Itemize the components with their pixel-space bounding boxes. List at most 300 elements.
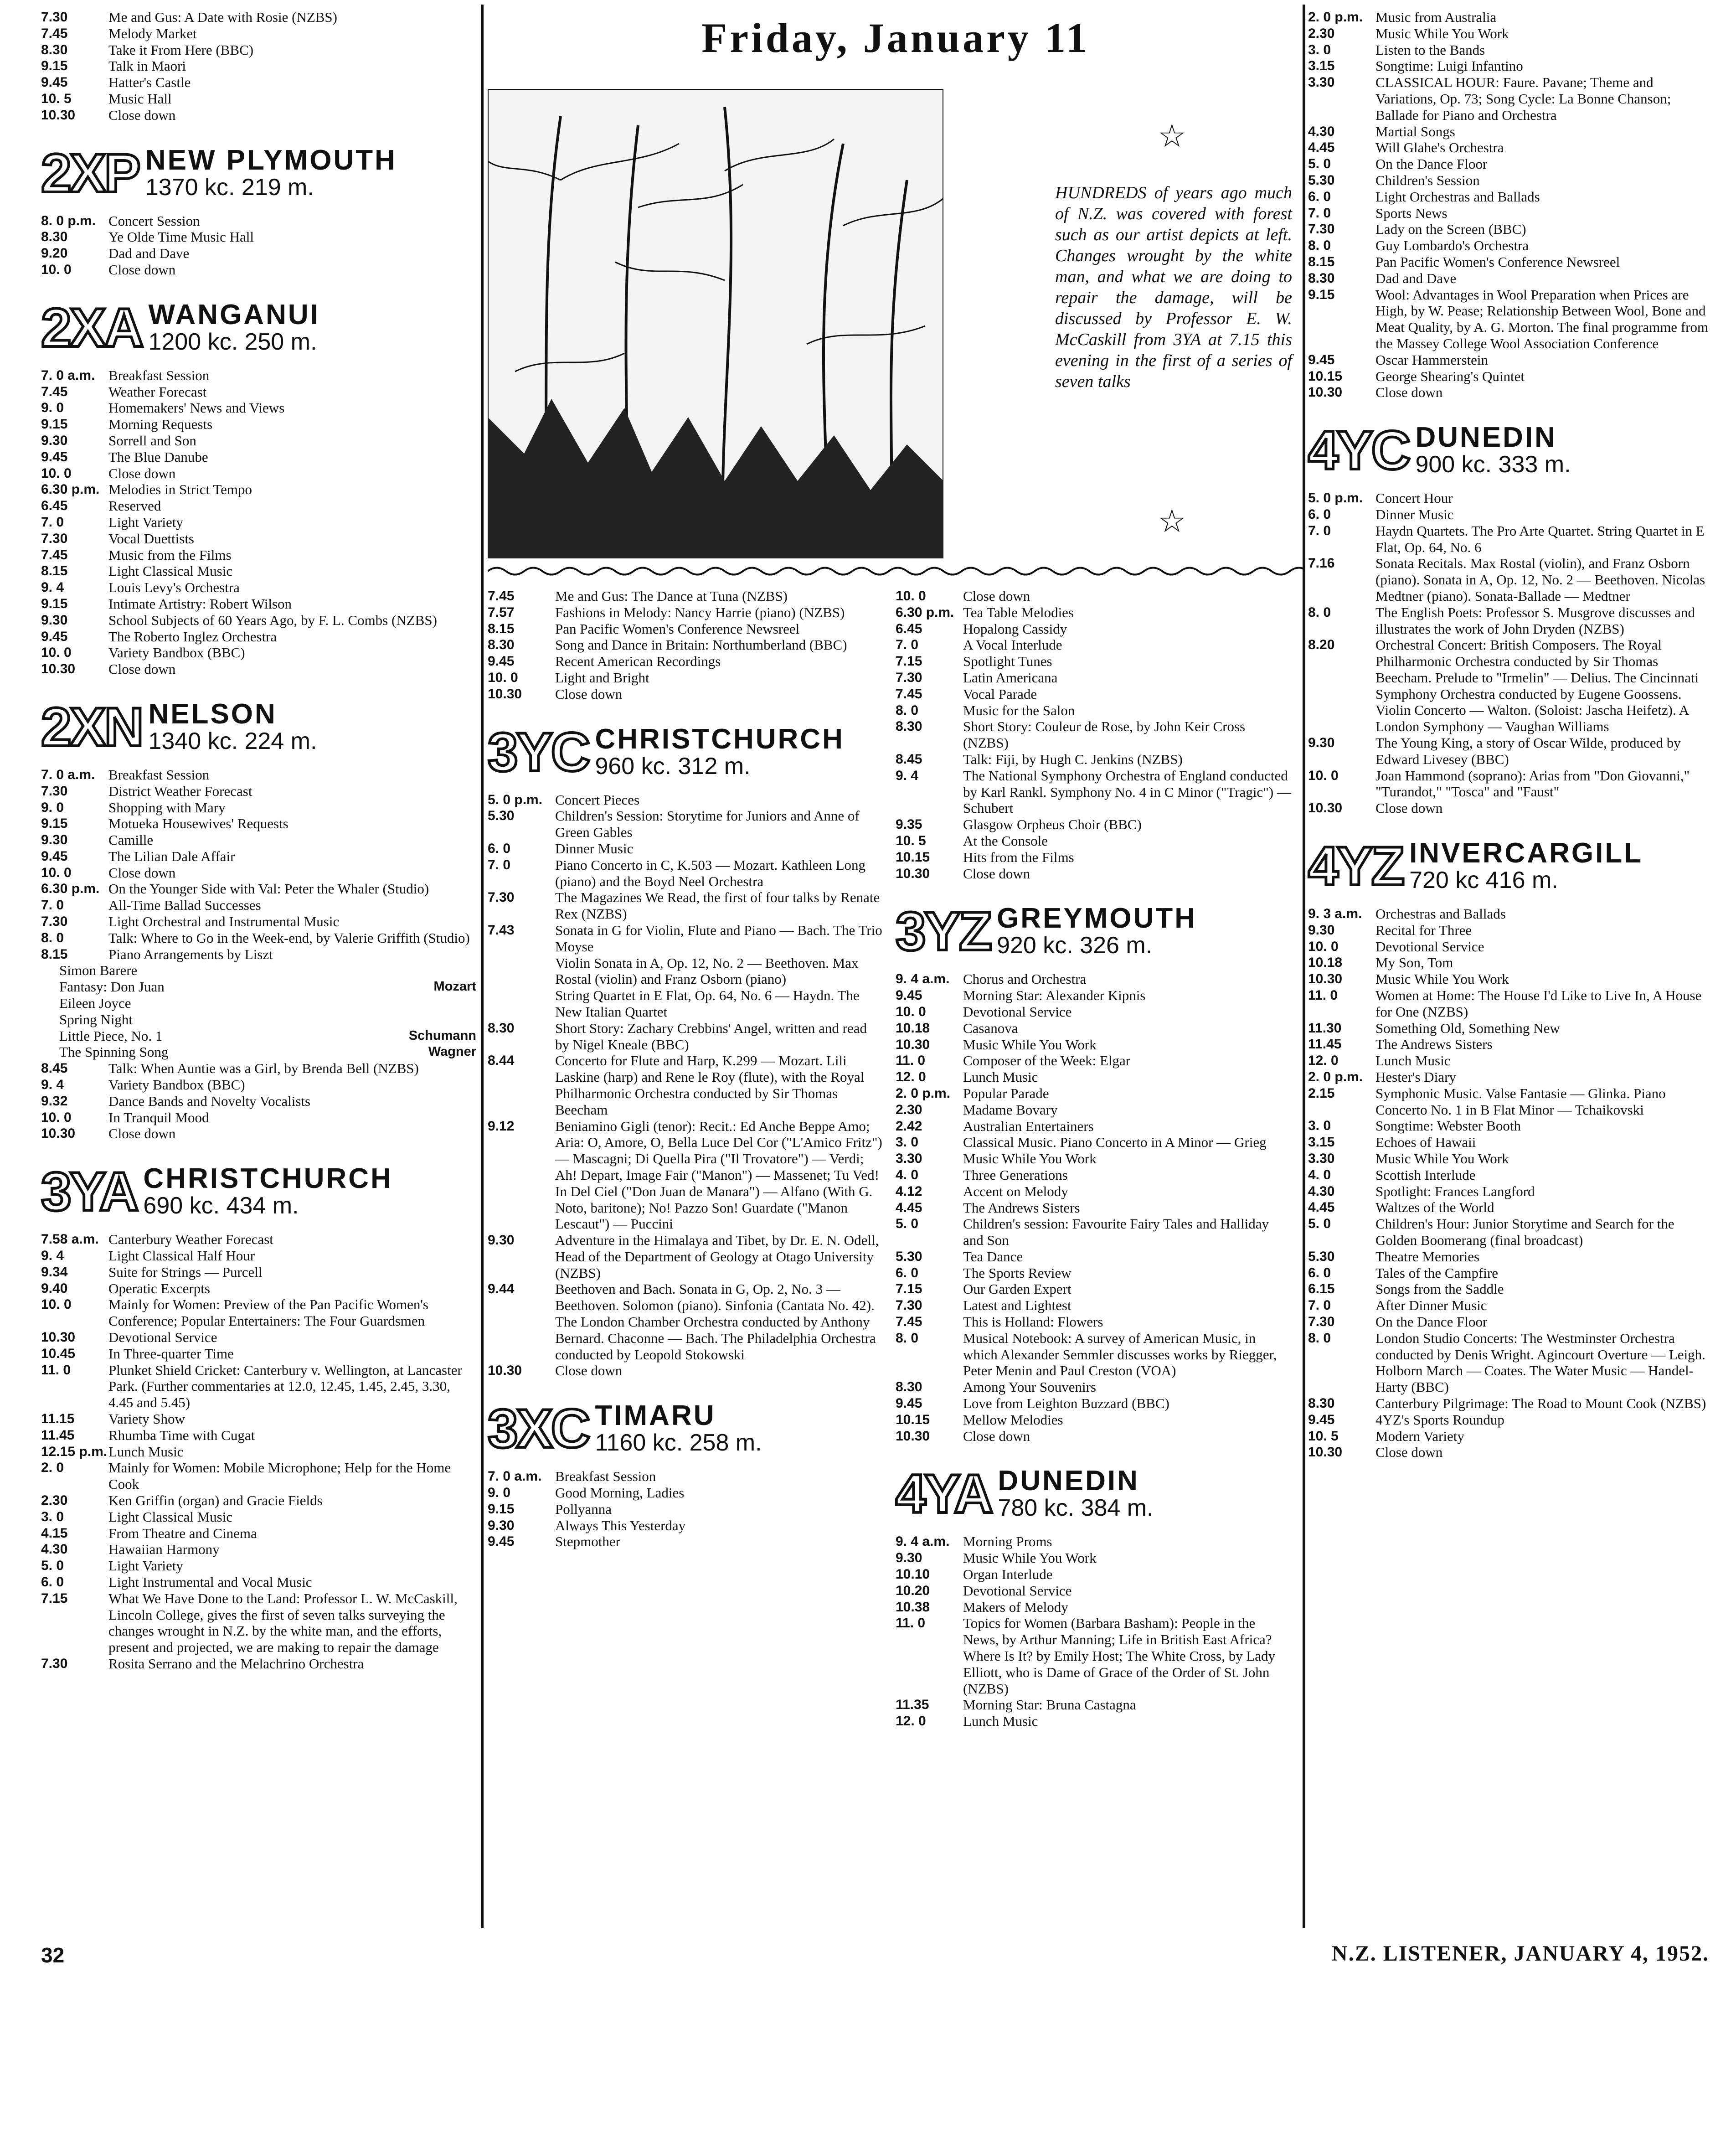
programme-title: Close down [108,107,176,123]
programme-time: 9.20 [41,246,68,261]
programme-time: 5.30 [896,1249,922,1264]
programme-time: 10.18 [1308,955,1343,970]
programme-title: Hawaiian Harmony [108,1541,220,1558]
programme-title: School Subjects of 60 Years Ago, by F. L. Combs (NZBS) [108,612,437,628]
station-header-4yz [1308,836,1709,897]
programme-time: 10.15 [1308,368,1343,384]
programme-time: 11. 0 [896,1053,926,1069]
programme-time: 7.30 [488,890,515,905]
programme-time: 3.15 [1308,1135,1335,1150]
programme-title: Light and Bright [555,669,649,686]
programme-title: Light Classical Music [108,563,233,579]
programme-entry [896,1069,1292,1085]
programme-time: 3.30 [896,1151,922,1167]
station-call-sign: 3YZ [896,901,991,962]
programme-entry [1308,9,1709,26]
programme-title: Music for the Salon [963,702,1075,718]
programme-title: Vocal Duettists [108,530,194,547]
programme-title: Concert Pieces [555,791,640,808]
programme-time: 6.30 p.m. [41,881,100,897]
programme-entry [1308,906,1709,922]
programme-entry [488,1518,884,1534]
programme-entry [896,1395,1292,1412]
programme-time: 8. 0 [896,1330,919,1346]
programme-entry [1308,189,1709,205]
station-header-3yc [488,721,884,783]
programme-time: 8.15 [41,946,68,962]
programme-time: 9.45 [41,629,68,644]
programme-title: The Andrews Sisters [1375,1036,1493,1053]
programme-time: 10.30 [896,1037,930,1052]
programme-time: 7.30 [41,1656,68,1671]
programme-time: 7.45 [41,547,68,563]
programme-item [41,1012,476,1028]
programme-entry [41,596,476,612]
column-center [488,9,1303,67]
programme-title: Glasgow Orpheus Choir (BBC) [963,816,1142,833]
programme-entry [1308,205,1709,222]
programme-title: In Tranquil Mood [108,1109,209,1125]
programme-entry [896,686,1292,702]
programme-entry [1308,1314,1709,1330]
entries-2xp [41,213,476,278]
programme-title: London Studio Concerts: The Westminster Orchestra conducted by Denis Wright. Agincourt Overture — Leigh. Holborn March — Coates. The Water Music — Handel-Harty (BBC) [1375,1330,1705,1395]
programme-time: 10.30 [41,1126,76,1141]
programme-title: Hopalong Cassidy [963,620,1067,637]
station-call-sign: 4YA [896,1463,992,1525]
programme-title: Music While You Work [1375,1151,1509,1167]
programme-entry [41,9,476,26]
programme-time: 10.30 [41,661,76,677]
programme-entry [41,416,476,433]
programme-time: 9. 4 [41,1248,64,1264]
programme-entry [896,1281,1292,1297]
programme-entry [896,1200,1292,1216]
station-header-2xp [41,142,476,204]
programme-entry [1308,939,1709,955]
programme-title: Lunch Music [963,1069,1038,1085]
programme-title: In Three-quarter Time [108,1345,234,1362]
programme-time: 7.30 [1308,222,1335,237]
programme-entry [488,1281,884,1363]
programme-title: Children's session: Favourite Fairy Tales and Halliday and Son [963,1216,1269,1249]
programme-title: Our Garden Expert [963,1281,1071,1297]
programme-title: Joan Hammond (soprano): Arias from "Don Giovanni," "Turandot," "Tosca" and "Faust" [1375,767,1690,800]
programme-entry [896,816,1292,833]
programme-item [41,995,476,1012]
programme-entry [1308,352,1709,368]
programme-entry [896,971,1292,987]
programme-entry [896,1412,1292,1428]
programme-time: 7.30 [896,670,922,685]
programme-time: 4.30 [1308,124,1335,139]
programme-title: Modern Variety [1375,1428,1464,1444]
station-frequency: 1160 kc. 258 m. [595,1430,762,1456]
programme-entry [896,1265,1292,1281]
programme-time: 4. 0 [1308,1167,1331,1182]
programme-time: 9. 4 a.m. [896,1534,950,1549]
programme-title: Close down [1375,384,1443,401]
programme-title: 4YZ's Sports Roundup [1375,1411,1504,1428]
programme-title: Light Orchestras and Ballads [1375,188,1540,205]
column-rule [481,5,484,1928]
programme-time: 9.12 [488,1118,515,1134]
programme-entry [41,1077,476,1093]
programme-entry [1308,1249,1709,1265]
programme-entry [896,621,1292,637]
programme-entry [896,1379,1292,1395]
illustration-caption: HUNDREDS of years ago much of N.Z. was covered with forest such as our artist depicts at left. Changes wrought by the white man, and what we are doing to repair the damage, will be discussed by Professor E. W. McCaskill from 3YA at 7.15 this evening in the first of a series of seven talks [1055,183,1292,391]
programme-time: 7. 0 [1308,523,1331,538]
programme-title: Music While You Work [1375,25,1509,41]
programme-title: Devotional Service [963,1582,1072,1599]
programme-title: Close down [963,588,1030,604]
programme-entry [41,661,476,677]
programme-title: Melody Market [108,25,197,41]
programme-time: 3. 0 [41,1509,64,1524]
station-header-4ya [896,1463,1292,1525]
programme-title: Good Morning, Ladies [555,1485,685,1501]
programme-title: Tea Table Melodies [963,604,1074,620]
programme-time: 9. 0 [41,800,64,815]
programme-time: 10. 5 [1308,1428,1339,1444]
programme-entry [41,481,476,498]
programme-entry [41,1460,476,1492]
programme-entry [896,1004,1292,1020]
programme-time: 9.15 [41,417,68,432]
programme-title: Something Old, Something New [1375,1020,1560,1036]
programme-title: Rhumba Time with Cugat [108,1427,255,1443]
entries-3yc [488,792,884,1379]
programme-title: The National Symphony Orchestra of England conducted by Karl Rankl. Symphony No. 4 in C Minor ("Tragic") — Schubert [963,767,1291,816]
programme-entry [896,1249,1292,1265]
programme-entry [41,1329,476,1346]
programme-entry [41,612,476,629]
programme-title: Morning Requests [108,416,213,433]
programme-time: 2.42 [896,1118,922,1134]
programme-title: Reserved [108,498,161,514]
programme-time: 5. 0 [41,1558,64,1574]
programme-time: 7.45 [41,26,68,41]
programme-time: 2.30 [896,1102,922,1117]
programme-time: 7. 0 [41,898,64,913]
programme-entry [896,1216,1292,1249]
programme-title: Light Instrumental and Vocal Music [108,1574,312,1590]
programme-title: Latest and Lightest [963,1297,1071,1314]
programme-item [41,979,476,995]
programme-entry [896,1118,1292,1135]
programme-time: 9.32 [41,1093,68,1109]
station-call-sign: 2XN [41,696,142,758]
programme-title: Motueka Housewives' Requests [108,816,288,832]
programme-time: 8. 0 [1308,238,1331,253]
entries-4ya [896,1533,1292,1729]
programme-entry [896,1697,1292,1713]
programme-entry [41,1060,476,1077]
programme-time: 10.30 [41,1330,76,1345]
station-header-3ya [41,1161,476,1223]
programme-entry [488,987,884,1020]
programme-time: 4.30 [1308,1183,1335,1199]
station-call-sign: 3YC [488,721,589,783]
programme-time: 10. 0 [41,1297,72,1312]
programme-title: After Dinner Music [1375,1297,1487,1314]
programme-entry [1308,735,1709,768]
programme-time: 10.15 [896,1412,930,1427]
programme-entry [41,26,476,42]
programme-title: George Shearing's Quintet [1375,368,1525,384]
station-frequency: 960 kc. 312 m. [595,753,751,779]
programme-title: Hits from the Films [963,849,1074,865]
programme-entry [488,670,884,686]
programme-title: Intimate Artistry: Robert Wilson [108,595,292,612]
programme-time: 7. 0 [1308,1298,1331,1313]
programme-time: 6.30 p.m. [41,482,100,497]
programme-entry [488,955,884,988]
programme-entry [1308,270,1709,287]
entries-2xn [41,767,476,963]
programme-entry [41,1509,476,1525]
programme-title: Close down [108,261,176,278]
programme-title: Songs from the Saddle [1375,1281,1504,1297]
programme-entry [488,588,884,604]
programme-time: 9.15 [488,1501,515,1517]
programme-entry [41,1125,476,1142]
programme-time: 6. 0 [488,841,511,856]
programme-time: 9.15 [41,816,68,831]
programme-time: 6. 0 [896,1265,919,1280]
programme-time: 6.45 [41,498,68,514]
programme-time: 2. 0 p.m. [1308,1069,1363,1085]
station-city: DUNEDIN [998,1465,1139,1497]
programme-entry [1308,1085,1709,1118]
programme-entry [488,1232,884,1281]
programme-entry [41,514,476,531]
station-frequency: 780 kc. 384 m. [998,1495,1154,1522]
programme-title: Makers of Melody [963,1599,1068,1615]
programme-time: 4. 0 [896,1167,919,1182]
programme-title: Tea Dance [963,1248,1023,1265]
programme-time: 11.30 [1308,1020,1342,1036]
programme-title: Vocal Parade [963,686,1037,702]
programme-title: Close down [555,1363,623,1379]
programme-time: 12. 0 [896,1714,926,1729]
programme-title: Always This Yesterday [555,1517,686,1533]
programme-title: Light Orchestral and Instrumental Music [108,914,340,930]
programme-entry [896,718,1292,751]
programme-time: 4.45 [1308,140,1335,155]
programme-time: 5. 0 p.m. [488,792,543,807]
station-city: DUNEDIN [1415,422,1557,454]
programme-entry [1308,1395,1709,1412]
programme-time: 9.34 [41,1264,68,1280]
programme-time: 6. 0 [41,1574,64,1590]
programme-entry [41,1231,476,1248]
programme-entry [1308,58,1709,74]
programme-entry [41,213,476,229]
programme-time: 9.44 [488,1281,515,1297]
programme-entry [896,1330,1292,1379]
programme-title: The Blue Danube [108,449,208,465]
programme-title: Dinner Music [555,840,634,857]
programme-title: Weather Forecast [108,383,207,400]
programme-entry [41,384,476,400]
programme-entry [41,465,476,482]
programme-entry [41,865,476,881]
programme-title: Me and Gus: The Dance at Tuna (NZBS) [555,588,788,604]
programme-title: Dad and Dave [108,245,190,262]
programme-title: Guy Lombardo's Orchestra [1375,237,1529,254]
programme-entry [41,1444,476,1460]
programme-title: Piano Concerto in C, K.503 — Mozart. Kathleen Long (piano) and the Boyd Neel Orchestra [555,857,866,889]
programme-time: 8.30 [1308,1395,1335,1411]
programme-time: 8.30 [896,1379,922,1395]
programme-time: 8.15 [41,563,68,579]
programme-entry [41,1346,476,1362]
station-header-4yc [1308,420,1709,481]
station-city: INVERCARGILL [1409,837,1643,869]
programme-title: Morning Star: Alexander Kipnis [963,987,1146,1004]
programme-title: Close down [963,865,1030,882]
programme-time: 8.30 [488,637,515,653]
programme-title: My Son, Tom [1375,955,1453,971]
programme-time: 7.30 [41,531,68,546]
programme-title: What We Have Done to the Land: Professor L. W. McCaskill, Lincoln College, gives the first of seven talks surveying the changes wrought in N.Z. by the white man, and the efforts, present and projected, we are making to repair the damage [108,1590,458,1656]
programme-entry [1308,156,1709,172]
programme-entry [1308,1134,1709,1151]
programme-entry [41,1411,476,1427]
programme-title: Operatic Excerpts [108,1280,210,1296]
programme-time: 7.30 [1308,1314,1335,1329]
programme-entry [896,849,1292,866]
programme-time: 10.18 [896,1020,930,1036]
programme-entry [1308,1330,1709,1395]
programme-entry [896,1428,1292,1445]
programme-time: 10. 0 [896,588,926,604]
programme-entry [41,1110,476,1126]
programme-title: District Weather Forecast [108,783,252,799]
programme-title: Martial Songs [1375,123,1455,139]
programme-time: 5. 0 p.m. [1308,490,1363,506]
programme-entry [41,848,476,865]
programme-time: 5.30 [1308,1249,1335,1264]
programme-time: 9.45 [41,449,68,465]
station-city: CHRISTCHURCH [143,1163,393,1195]
programme-entry [488,686,884,702]
programme-entry [896,1151,1292,1167]
programme-time: 7. 0 [1308,205,1331,221]
programme-title: Close down [108,465,176,481]
programme-time: 7.57 [488,604,515,620]
programme-title: The Sports Review [963,1265,1071,1281]
programme-title: Music While You Work [963,1550,1097,1566]
programme-entry [41,1296,476,1329]
programme-entry [41,881,476,897]
programme-title: Lunch Music [1375,1053,1451,1069]
programme-title: Plunket Shield Cricket: Canterbury v. Wellington, at Lancaster Park. (Further commentaries at 12.0, 12.45, 1.45, 2.45, 3.30, 4.45 and 5.45) [108,1362,462,1411]
programme-time: 9. 0 [41,400,64,416]
programme-time: 9.45 [896,988,922,1003]
programme-time: 8.20 [1308,637,1335,653]
programme-title: Children's Session: Storytime for Juniors and Anne of Green Gables [555,808,860,841]
programme-time: 10.30 [1308,1445,1343,1460]
programme-title: Canterbury Weather Forecast [108,1231,273,1248]
programme-time: 9. 4 [41,580,64,595]
programme-time: 2. 0 p.m. [896,1085,951,1101]
programme-time: 5.30 [1308,172,1335,188]
programme-entry [41,531,476,547]
programme-entry [41,816,476,832]
programme-time: 10. 0 [488,670,518,685]
programme-title: Piano Arrangements by Liszt [108,946,273,962]
programme-title: On the Dance Floor [1375,156,1488,172]
programme-title: Close down [108,1125,176,1142]
programme-title: Among Your Souvenirs [963,1379,1096,1395]
programme-time: 8.15 [1308,254,1335,269]
programme-title: Me and Gus: A Date with Rosie (NZBS) [108,9,337,25]
programme-entry [41,498,476,514]
programme-title: Ken Griffin (organ) and Gracie Fields [108,1492,323,1508]
programme-entry [1308,506,1709,523]
programme-entry [488,1053,884,1118]
programme-title: Spotlight: Frances Langford [1375,1183,1535,1199]
programme-time: 7.30 [41,10,68,25]
programme-entry [488,1020,884,1053]
programme-entry [1308,1199,1709,1216]
programme-entry [1308,74,1709,123]
item-title: Fantasy: Don Juan [59,979,165,995]
programme-time: 2. 0 p.m. [1308,10,1363,25]
programme-entry [1308,237,1709,254]
programme-entry [1308,971,1709,987]
programme-title: From Theatre and Cinema [108,1525,257,1541]
programme-title: Listen to the Bands [1375,41,1485,58]
item-composer: Wagner [428,1044,476,1059]
programme-entry [1308,384,1709,401]
programme-title: Shopping with Mary [108,799,226,816]
column-left [41,9,476,1672]
programme-time: 10. 5 [896,833,926,848]
programme-title: Sorrell and Son [108,432,196,449]
programme-entry [488,621,884,637]
programme-time: 3. 0 [896,1135,919,1150]
station-call-sign: 4YZ [1308,836,1403,897]
column-center-right [896,588,1292,1729]
programme-title: Waltzes of the World [1375,1199,1494,1216]
programme-title: Sonata Recitals. Max Rostal (violin), and Franz Osborn (piano). Sonata in A, Op. 12, No. 2 — Beethoven. Nicolas Medtner (piano). Sonata-Ballade — Medtner [1375,555,1705,604]
programme-time: 11.15 [41,1411,75,1426]
programme-title: Chorus and Orchestra [963,971,1087,987]
programme-title: Pan Pacific Women's Conference Newsreel [1375,253,1620,270]
programme-entry [41,58,476,74]
programme-title: Devotional Service [1375,938,1484,955]
programme-item [41,1028,476,1044]
programme-title: Morning Star: Bruna Castagna [963,1697,1136,1713]
programme-entry [1308,800,1709,816]
programme-title: Light Variety [108,1558,183,1574]
programme-time: 8.30 [488,1020,515,1036]
station-city: TIMARU [595,1400,716,1432]
programme-title: Mainly for Women: Mobile Microphone; Help for the Home Cook [108,1460,451,1492]
programme-title: The English Poets: Professor S. Musgrove discusses and illustrates the work of John Dryden (NZBS) [1375,604,1695,637]
programme-time: 6.15 [1308,1281,1335,1297]
programme-title: Lunch Music [963,1713,1038,1729]
programme-title: Children's Hour: Junior Storytime and Search for the Golden Boomerang (final broadcast) [1375,1216,1674,1248]
column-rule [1303,5,1305,1928]
programme-title: Dance Bands and Novelty Vocalists [108,1093,311,1109]
programme-title: Spotlight Tunes [963,653,1052,670]
programme-title: Concerto for Flute and Harp, K.299 — Mozart. Lili Laskine (harp) and Rene le Roy (flute), with the Royal Philharmonic Orchestra conducted by Sir Thomas Beecham [555,1053,865,1118]
